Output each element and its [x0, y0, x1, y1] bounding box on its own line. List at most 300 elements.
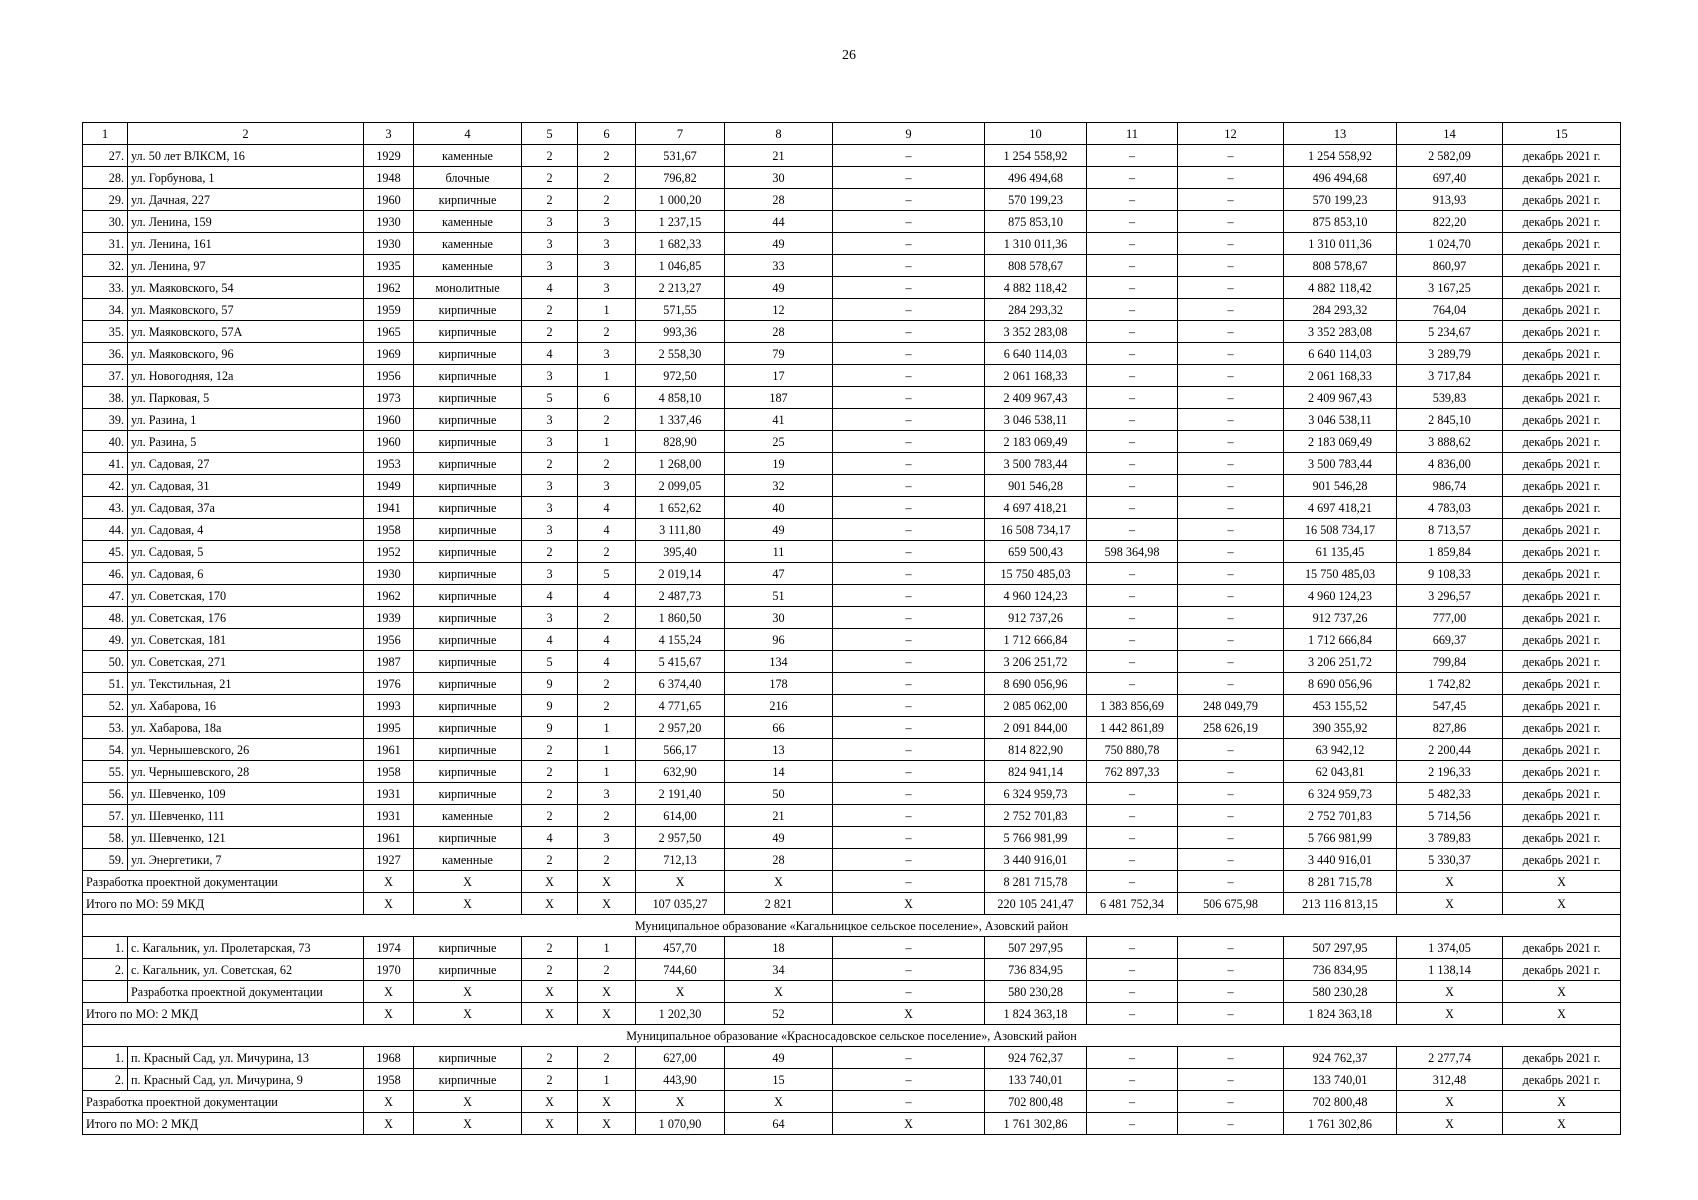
col-entrances: 2	[578, 167, 636, 189]
col-year: 1949	[364, 475, 414, 497]
col-fund-share: –	[1087, 959, 1178, 981]
col-fund-share: –	[1087, 585, 1178, 607]
col-unit-cost: 1 138,14	[1397, 959, 1503, 981]
col-budget-share: –	[1178, 629, 1284, 651]
col-no: 54.	[83, 739, 128, 761]
col-deadline: X	[1503, 981, 1621, 1003]
col-address: ул. Хабарова, 16	[128, 695, 364, 717]
summary-label: Итого по МО: 2 МКД	[83, 1003, 364, 1025]
col-entrances: 2	[578, 145, 636, 167]
col-address: ул. Текстильная, 21	[128, 673, 364, 695]
col-area: 632,90	[636, 761, 725, 783]
col-total-cost: 814 822,90	[985, 739, 1087, 761]
col-entrances: 2	[578, 409, 636, 431]
col-fund-share: –	[1087, 519, 1178, 541]
housing-repair-table	[82, 122, 1621, 1135]
col-wall-material: X	[414, 1003, 522, 1025]
col-deadline: X	[1503, 1091, 1621, 1113]
col-owners-share: 875 853,10	[1284, 211, 1397, 233]
col-deadline: декабрь 2021 г.	[1503, 387, 1621, 409]
col-entrances: 2	[578, 321, 636, 343]
col-area: 744,60	[636, 959, 725, 981]
col-residents: 64	[725, 1113, 833, 1135]
col-fund-share: –	[1087, 365, 1178, 387]
table-row	[83, 629, 1621, 651]
col-owners-share: 3 352 283,08	[1284, 321, 1397, 343]
col-deadline: X	[1503, 1113, 1621, 1135]
col-residents: 30	[725, 167, 833, 189]
col-col9: –	[833, 431, 985, 453]
col-residents: 49	[725, 277, 833, 299]
col-col9: –	[833, 607, 985, 629]
col-owners-share: 2 061 168,33	[1284, 365, 1397, 387]
col-fund-share: –	[1087, 563, 1178, 585]
col-unit-cost: 1 742,82	[1397, 673, 1503, 695]
col-floors: X	[522, 871, 578, 893]
col-fund-share: –	[1087, 849, 1178, 871]
col-area: 443,90	[636, 1069, 725, 1091]
col-no: 53.	[83, 717, 128, 739]
col-entrances: X	[578, 1091, 636, 1113]
table-row	[83, 651, 1621, 673]
col-budget-share: –	[1178, 585, 1284, 607]
col-address: ул. Садовая, 31	[128, 475, 364, 497]
col-deadline: декабрь 2021 г.	[1503, 519, 1621, 541]
section-title: Муниципальное образование «Кагальницкое сельское поселение», Азовский район	[83, 915, 1621, 937]
col-year: 1974	[364, 937, 414, 959]
col-fund-share: –	[1087, 211, 1178, 233]
col-unit-cost: 764,04	[1397, 299, 1503, 321]
col-unit-cost: 860,97	[1397, 255, 1503, 277]
header-col-address: 2	[128, 123, 364, 145]
col-year: 1973	[364, 387, 414, 409]
col-address: ул. Советская, 181	[128, 629, 364, 651]
col-budget-share: –	[1178, 409, 1284, 431]
col-wall-material: кирпичные	[414, 761, 522, 783]
col-unit-cost: 5 482,33	[1397, 783, 1503, 805]
col-owners-share: 284 293,32	[1284, 299, 1397, 321]
col-total-cost: 6 640 114,03	[985, 343, 1087, 365]
col-deadline: декабрь 2021 г.	[1503, 827, 1621, 849]
col-no: 43.	[83, 497, 128, 519]
table-row	[83, 937, 1621, 959]
col-entrances: 4	[578, 519, 636, 541]
col-residents: 79	[725, 343, 833, 365]
col-no: 1.	[83, 937, 128, 959]
col-area: 2 099,05	[636, 475, 725, 497]
col-floors: 5	[522, 651, 578, 673]
col-col9: –	[833, 629, 985, 651]
col-floors: 2	[522, 959, 578, 981]
page-number: 26	[842, 48, 856, 63]
table-row	[83, 695, 1621, 717]
col-col9: –	[833, 409, 985, 431]
col-unit-cost: X	[1397, 1003, 1503, 1025]
table-row	[83, 805, 1621, 827]
col-entrances: 2	[578, 695, 636, 717]
col-total-cost: 1 712 666,84	[985, 629, 1087, 651]
col-wall-material: кирпичные	[414, 475, 522, 497]
col-budget-share: –	[1178, 761, 1284, 783]
col-no: 40.	[83, 431, 128, 453]
col-entrances: 2	[578, 453, 636, 475]
col-budget-share: –	[1178, 849, 1284, 871]
col-year: 1969	[364, 343, 414, 365]
col-unit-cost: 4 836,00	[1397, 453, 1503, 475]
col-owners-share: 62 043,81	[1284, 761, 1397, 783]
col-owners-share: 2 752 701,83	[1284, 805, 1397, 827]
col-owners-share: 3 500 783,44	[1284, 453, 1397, 475]
col-area: 1 268,00	[636, 453, 725, 475]
col-floors: X	[522, 893, 578, 915]
col-deadline: декабрь 2021 г.	[1503, 673, 1621, 695]
col-residents: 178	[725, 673, 833, 695]
col-unit-cost: 3 717,84	[1397, 365, 1503, 387]
col-col9: –	[833, 805, 985, 827]
col-fund-share: 6 481 752,34	[1087, 893, 1178, 915]
col-col9: –	[833, 519, 985, 541]
col-wall-material: кирпичные	[414, 431, 522, 453]
col-deadline: декабрь 2021 г.	[1503, 783, 1621, 805]
col-owners-share: 3 440 916,01	[1284, 849, 1397, 871]
col-col9: –	[833, 189, 985, 211]
col-no: 45.	[83, 541, 128, 563]
col-year: 1995	[364, 717, 414, 739]
col-entrances: 2	[578, 959, 636, 981]
header-col-entrances: 6	[578, 123, 636, 145]
col-residents: 33	[725, 255, 833, 277]
col-budget-share: –	[1178, 277, 1284, 299]
col-fund-share: 762 897,33	[1087, 761, 1178, 783]
col-owners-share: 390 355,92	[1284, 717, 1397, 739]
col-fund-share: –	[1087, 871, 1178, 893]
col-deadline: декабрь 2021 г.	[1503, 805, 1621, 827]
col-year: 1959	[364, 299, 414, 321]
col-deadline: X	[1503, 1003, 1621, 1025]
col-owners-share: 2 409 967,43	[1284, 387, 1397, 409]
col-year: 1958	[364, 519, 414, 541]
header-col-col9: 9	[833, 123, 985, 145]
table-row	[83, 409, 1621, 431]
col-no	[83, 981, 128, 1003]
col-unit-cost: 913,93	[1397, 189, 1503, 211]
col-entrances: 2	[578, 849, 636, 871]
col-entrances: 3	[578, 343, 636, 365]
col-total-cost: 284 293,32	[985, 299, 1087, 321]
header-col-no: 1	[83, 123, 128, 145]
col-no: 2.	[83, 1069, 128, 1091]
col-deadline: X	[1503, 893, 1621, 915]
col-area: 6 374,40	[636, 673, 725, 695]
col-residents: 52	[725, 1003, 833, 1025]
col-address: ул. Шевченко, 111	[128, 805, 364, 827]
table-row	[83, 717, 1621, 739]
col-unit-cost: 986,74	[1397, 475, 1503, 497]
col-no: 35.	[83, 321, 128, 343]
col-wall-material: кирпичные	[414, 519, 522, 541]
col-budget-share: –	[1178, 453, 1284, 475]
col-address: ул. Новогодняя, 12а	[128, 365, 364, 387]
col-fund-share: –	[1087, 409, 1178, 431]
col-unit-cost: 3 789,83	[1397, 827, 1503, 849]
table-row	[83, 475, 1621, 497]
col-residents: 2 821	[725, 893, 833, 915]
col-unit-cost: X	[1397, 871, 1503, 893]
col-col9: –	[833, 321, 985, 343]
col-area: 457,70	[636, 937, 725, 959]
col-entrances: 1	[578, 937, 636, 959]
col-address: ул. Садовая, 37а	[128, 497, 364, 519]
col-deadline: декабрь 2021 г.	[1503, 497, 1621, 519]
col-budget-share: –	[1178, 805, 1284, 827]
col-entrances: 4	[578, 585, 636, 607]
col-owners-share: 16 508 734,17	[1284, 519, 1397, 541]
col-total-cost: 4 697 418,21	[985, 497, 1087, 519]
col-address: ул. Советская, 176	[128, 607, 364, 629]
col-owners-share: 63 942,12	[1284, 739, 1397, 761]
col-residents: 66	[725, 717, 833, 739]
col-address: ул. Хабарова, 18а	[128, 717, 364, 739]
col-area: 2 213,27	[636, 277, 725, 299]
col-residents: 187	[725, 387, 833, 409]
col-budget-share: –	[1178, 563, 1284, 585]
col-owners-share: 61 135,45	[1284, 541, 1397, 563]
col-owners-share: 133 740,01	[1284, 1069, 1397, 1091]
col-residents: 50	[725, 783, 833, 805]
col-floors: 9	[522, 673, 578, 695]
col-wall-material: кирпичные	[414, 739, 522, 761]
col-deadline: декабрь 2021 г.	[1503, 321, 1621, 343]
table-row	[83, 981, 1621, 1003]
header-col-fund-share: 11	[1087, 123, 1178, 145]
col-owners-share: 8 690 056,96	[1284, 673, 1397, 695]
col-owners-share: 702 800,48	[1284, 1091, 1397, 1113]
col-address: ул. Маяковского, 57	[128, 299, 364, 321]
col-address: ул. Советская, 271	[128, 651, 364, 673]
table-row	[83, 255, 1621, 277]
col-residents: 49	[725, 827, 833, 849]
col-entrances: X	[578, 871, 636, 893]
col-deadline: декабрь 2021 г.	[1503, 365, 1621, 387]
col-total-cost: 736 834,95	[985, 959, 1087, 981]
header-col-residents: 8	[725, 123, 833, 145]
col-owners-share: 6 640 114,03	[1284, 343, 1397, 365]
col-area: 1 860,50	[636, 607, 725, 629]
col-no: 51.	[83, 673, 128, 695]
col-area: 1 070,90	[636, 1113, 725, 1135]
col-unit-cost: 9 108,33	[1397, 563, 1503, 585]
col-fund-share: –	[1087, 981, 1178, 1003]
col-floors: 3	[522, 211, 578, 233]
col-total-cost: 570 199,23	[985, 189, 1087, 211]
col-floors: 2	[522, 321, 578, 343]
col-unit-cost: 1 859,84	[1397, 541, 1503, 563]
col-address: ул. Маяковского, 96	[128, 343, 364, 365]
col-total-cost: 6 324 959,73	[985, 783, 1087, 805]
col-year: 1956	[364, 365, 414, 387]
header-col-owners-share: 13	[1284, 123, 1397, 145]
col-fund-share: –	[1087, 475, 1178, 497]
col-deadline: декабрь 2021 г.	[1503, 739, 1621, 761]
header-col-budget-share: 12	[1178, 123, 1284, 145]
col-entrances: 2	[578, 189, 636, 211]
col-deadline: декабрь 2021 г.	[1503, 695, 1621, 717]
table-row	[83, 563, 1621, 585]
col-total-cost: 1 761 302,86	[985, 1113, 1087, 1135]
col-no: 59.	[83, 849, 128, 871]
summary-row	[83, 871, 1621, 893]
col-address: ул. Горбунова, 1	[128, 167, 364, 189]
col-total-cost: 3 046 538,11	[985, 409, 1087, 431]
table-row	[83, 1047, 1621, 1069]
col-entrances: 2	[578, 1047, 636, 1069]
col-unit-cost: 822,20	[1397, 211, 1503, 233]
col-unit-cost: X	[1397, 1113, 1503, 1135]
col-area: 1 237,15	[636, 211, 725, 233]
col-owners-share: 924 762,37	[1284, 1047, 1397, 1069]
col-year: 1952	[364, 541, 414, 563]
col-area: 1 046,85	[636, 255, 725, 277]
col-deadline: декабрь 2021 г.	[1503, 233, 1621, 255]
col-budget-share: –	[1178, 783, 1284, 805]
section-header-row	[83, 915, 1621, 937]
col-col9: –	[833, 167, 985, 189]
col-no: 48.	[83, 607, 128, 629]
col-unit-cost: 1 374,05	[1397, 937, 1503, 959]
col-address: ул. Советская, 170	[128, 585, 364, 607]
col-area: 3 111,80	[636, 519, 725, 541]
col-unit-cost: 2 200,44	[1397, 739, 1503, 761]
col-unit-cost: 2 582,09	[1397, 145, 1503, 167]
col-col9: –	[833, 475, 985, 497]
col-year: 1929	[364, 145, 414, 167]
col-entrances: 3	[578, 255, 636, 277]
col-no: 55.	[83, 761, 128, 783]
col-unit-cost: 4 783,03	[1397, 497, 1503, 519]
summary-row	[83, 1091, 1621, 1113]
col-unit-cost: 5 714,56	[1397, 805, 1503, 827]
col-total-cost: 2 752 701,83	[985, 805, 1087, 827]
col-no: 50.	[83, 651, 128, 673]
col-col9: –	[833, 563, 985, 585]
col-col9: –	[833, 959, 985, 981]
col-deadline: декабрь 2021 г.	[1503, 211, 1621, 233]
col-budget-share: –	[1178, 673, 1284, 695]
col-address: ул. Садовая, 4	[128, 519, 364, 541]
col-owners-share: 736 834,95	[1284, 959, 1397, 981]
col-wall-material: монолитные	[414, 277, 522, 299]
col-wall-material: кирпичные	[414, 629, 522, 651]
col-entrances: 3	[578, 783, 636, 805]
col-no: 28.	[83, 167, 128, 189]
col-wall-material: кирпичные	[414, 717, 522, 739]
col-floors: 2	[522, 783, 578, 805]
col-deadline: декабрь 2021 г.	[1503, 717, 1621, 739]
col-deadline: декабрь 2021 г.	[1503, 277, 1621, 299]
col-year: 1948	[364, 167, 414, 189]
col-budget-share: –	[1178, 1091, 1284, 1113]
col-unit-cost: 3 167,25	[1397, 277, 1503, 299]
col-fund-share: –	[1087, 387, 1178, 409]
col-floors: 4	[522, 629, 578, 651]
col-area: 993,36	[636, 321, 725, 343]
table-row	[83, 453, 1621, 475]
col-area: 566,17	[636, 739, 725, 761]
col-area: 2 558,30	[636, 343, 725, 365]
col-residents: 13	[725, 739, 833, 761]
col-deadline: декабрь 2021 г.	[1503, 299, 1621, 321]
col-fund-share: 750 880,78	[1087, 739, 1178, 761]
col-year: X	[364, 1091, 414, 1113]
table-row	[83, 431, 1621, 453]
col-entrances: X	[578, 1113, 636, 1135]
col-unit-cost: 799,84	[1397, 651, 1503, 673]
col-unit-cost: X	[1397, 893, 1503, 915]
col-year: 1930	[364, 211, 414, 233]
col-total-cost: 2 091 844,00	[985, 717, 1087, 739]
col-address: ул. Дачная, 227	[128, 189, 364, 211]
col-entrances: 3	[578, 827, 636, 849]
col-col9: –	[833, 871, 985, 893]
col-no: 31.	[83, 233, 128, 255]
header-row	[83, 123, 1621, 145]
col-total-cost: 2 061 168,33	[985, 365, 1087, 387]
col-owners-share: 1 824 363,18	[1284, 1003, 1397, 1025]
table-row	[83, 497, 1621, 519]
col-residents: 134	[725, 651, 833, 673]
col-address: ул. Ленина, 161	[128, 233, 364, 255]
table-row	[83, 739, 1621, 761]
col-residents: 51	[725, 585, 833, 607]
col-year: X	[364, 1113, 414, 1135]
table-row	[83, 607, 1621, 629]
col-fund-share: –	[1087, 145, 1178, 167]
col-wall-material: кирпичные	[414, 937, 522, 959]
col-budget-share: –	[1178, 959, 1284, 981]
col-residents: 18	[725, 937, 833, 959]
col-residents: 47	[725, 563, 833, 585]
col-residents: 49	[725, 519, 833, 541]
header-col-unit-cost: 14	[1397, 123, 1503, 145]
col-area: 395,40	[636, 541, 725, 563]
col-unit-cost: 2 196,33	[1397, 761, 1503, 783]
col-area: 5 415,67	[636, 651, 725, 673]
col-residents: 32	[725, 475, 833, 497]
col-floors: 2	[522, 1047, 578, 1069]
col-address: ул. Ленина, 159	[128, 211, 364, 233]
col-deadline: декабрь 2021 г.	[1503, 1047, 1621, 1069]
col-floors: 3	[522, 409, 578, 431]
col-col9: X	[833, 893, 985, 915]
col-no: 47.	[83, 585, 128, 607]
col-floors: X	[522, 1003, 578, 1025]
col-no: 56.	[83, 783, 128, 805]
col-budget-share: 248 049,79	[1178, 695, 1284, 717]
col-floors: 4	[522, 585, 578, 607]
col-fund-share: –	[1087, 431, 1178, 453]
col-deadline: декабрь 2021 г.	[1503, 849, 1621, 871]
col-fund-share: –	[1087, 783, 1178, 805]
col-entrances: 1	[578, 299, 636, 321]
col-year: X	[364, 893, 414, 915]
col-unit-cost: X	[1397, 1091, 1503, 1113]
col-floors: 2	[522, 167, 578, 189]
col-residents: 14	[725, 761, 833, 783]
table-row	[83, 365, 1621, 387]
col-area: 2 487,73	[636, 585, 725, 607]
col-residents: 34	[725, 959, 833, 981]
col-address: ул. Садовая, 5	[128, 541, 364, 563]
